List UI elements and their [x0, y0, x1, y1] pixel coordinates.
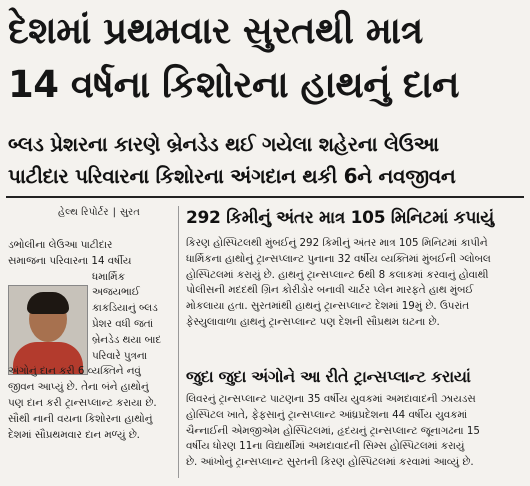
left-column-line: સમાજના પરિવારના 14 વર્ષીય: [8, 254, 132, 267]
left-column-line: પણ દાન કરી ટ્રાન્સપ્લાન્ટ કરાયા છે.: [8, 396, 157, 409]
section-1-body: [186, 236, 524, 331]
left-column-line: સૌથી નાની વયના કિશોરના હાથોનું: [8, 412, 153, 425]
left-column-line: દેશમાં સૌપ્રથમવાર દાન મળ્યું છે.: [8, 428, 140, 441]
section-2-line: લિવરનું ટ્રાન્સપ્લાન્ટ પાટણના 35 વર્ષીય યુવકમાં અમદાવાદની ઝાયડસ: [186, 393, 476, 405]
section-1-line: ધાર્મિકના હાથોનું ટ્રાન્સપ્લાન્ટ પુનાના 32 વર્ષીય વ્યક્તિમાં મુંબઈની ગ્લોબલ: [186, 252, 491, 265]
left-column-line: કાકડિયાનું બ્લડ: [92, 302, 158, 315]
section-2-line: ચૈન્નાઈની એમજીએમ હોસ્પિટલમાં, હૃદયનું ટ્રાન્સપ્લાન્ટ જૂનાગઢના 15: [186, 424, 480, 437]
left-column-line: ધમાર્મિક: [92, 270, 125, 283]
left-column-line: અંગોનું દાન કરી 6 વ્યક્તિને નવું: [8, 365, 141, 378]
headline-line-1: દેશમાં પ્રથમવાર સુરતથી માત્ર: [8, 9, 423, 52]
section-2-line: વર્ષીય ધોરણ 11ના વિદ્યાર્થીમાં અમદાવાદની સિમ્સ હોસ્પિટલમાં કરાયું: [186, 440, 465, 453]
left-column-line: જીવન આપ્યું છે. તેના બંને હાથોનું: [8, 381, 149, 394]
section-1-title: 292 કિમીનું અંતર માત્ર 105 મિનિટમાં કપાયું: [186, 208, 494, 228]
left-column-line: ડભોલીના લેઉઆ પાટીદાર: [8, 239, 113, 251]
left-column-body: [8, 238, 174, 443]
left-column-line: અજયભાઈ: [92, 286, 140, 299]
headline-divider: [6, 196, 524, 198]
byline-city: સુરત: [119, 207, 140, 218]
section-1-line: હોસ્પિટલમાં કરાયું છે. હાથનું ટ્રાન્સપ્લાન્ટ 6થી 8 કલાકમાં કરવાનું હોવાથી: [186, 268, 489, 281]
byline-separator: |: [112, 207, 116, 218]
section-1-line: ફેસ્યુલાવાળા હાથનું ટ્રાન્સપ્લાન્ટ પણ દેશની સૌપ્રથમ ઘટના છે.: [186, 315, 440, 328]
left-column-line: બ્રેનડેડ થયા બાદ: [92, 333, 162, 346]
byline-reporter: હેલ્થ રિપોર્ટર: [58, 207, 109, 218]
left-column-line: પરિવારે પુત્રના: [92, 349, 148, 362]
column-divider: [178, 206, 179, 478]
deck-line-2: પાટીદાર પરિવારના કિશોરના અંગદાન થકી 6ને નવજીવન: [8, 164, 456, 188]
section-2-line: હોસ્પિટલ ખાતે, ફેફસાનું ટ્રાન્સપ્લાન્ટ આંધ્રપ્રદેશના 44 વર્ષીય યુવકમાં: [186, 408, 468, 421]
section-2-body: [186, 392, 524, 471]
left-column-line: પ્રેશર વધી જતાં: [92, 317, 154, 330]
section-1-line: પોલીસની મદદથી ગ્રિન કોરીડોર બનાવી ચાર્ટર પ્લેન મારફતે હાથ મુંબઈ: [186, 284, 474, 297]
section-2-title: જુદા જુદા અંગોને આ રીતે ટ્રાન્સપ્લાન્ટ કરાયાં: [186, 367, 471, 386]
headline-line-2: 14 વર્ષના કિશોરના હાથનું દાન: [8, 63, 460, 106]
byline: [58, 207, 140, 218]
section-1-line: કિરણ હોસ્પિટલથી મુંબઈનું 292 કિમીનું અંતર માત્ર 105 મિનિટમાં કાપીને: [186, 237, 488, 249]
deck-line-1: બ્લડ પ્રેશરના કારણે બ્રેનડેડ થઈ ગયેલા શહેરના લેઉઆ: [8, 132, 439, 156]
section-2-line: છે. આંખોનું ટ્રાન્સપ્લાન્ટ સુરતની કિરણ હોસ્પિટલમાં કરવામાં આવ્યું છે.: [186, 456, 474, 469]
section-1-line: મોકલાયા હતા. સુરતમાંથી હાથનું ટ્રાન્સપ્લાન્ટ દેશમાં 19મું છે. ઉપરાંત: [186, 300, 470, 313]
